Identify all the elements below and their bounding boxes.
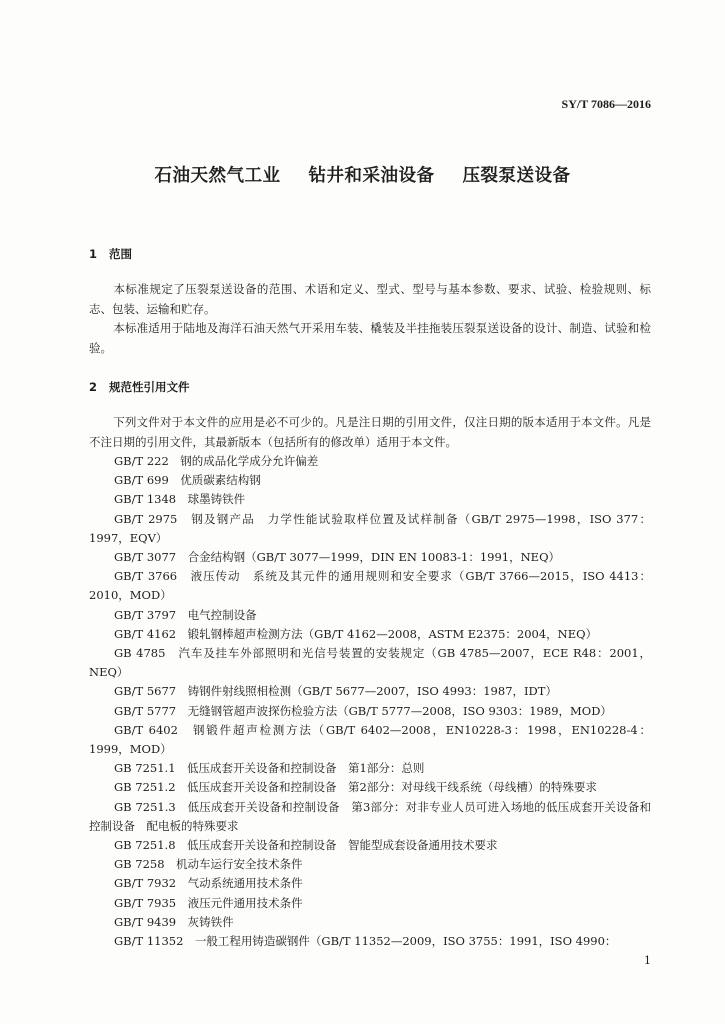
reference-item: GB/T 1348 球墨铸铁件 bbox=[114, 492, 246, 507]
standard-code: SY/T 7086—2016 bbox=[561, 97, 651, 111]
reference-item: GB/T 9439 灰铸铁件 bbox=[114, 914, 234, 929]
reference-item: GB/T 3077 合金结构钢（GB/T 3077—1999，DIN EN 10083-1：1991，NEQ） bbox=[114, 550, 561, 565]
title-part-2: 钻井和采油设备 bbox=[308, 166, 435, 186]
reference-item: GB/T 7932 气动系统通用技术条件 bbox=[114, 876, 303, 891]
reference-item: GB/T 11352 一般工程用铸造碳钢件（GB/T 11352—2009，ISO 3755：1991，ISO 4990： bbox=[114, 934, 617, 949]
paragraph bbox=[89, 280, 651, 319]
reference-item: GB/T 6402 钢锻件超声检测方法（GB/T 6402—2008，EN10228-3：1998，EN10228-4：1999，MOD） bbox=[89, 722, 651, 757]
reference-list bbox=[89, 452, 651, 951]
reference-item: GB/T 5677 铸钢件射线照相检测（GB/T 5677—2007，ISO 4993：1987，IDT） bbox=[114, 684, 557, 699]
reference-item: GB/T 3797 电气控制设备 bbox=[114, 607, 257, 622]
title-part-1: 石油天然气工业 bbox=[154, 166, 281, 186]
reference-item: GB 7251.2 低压成套开关设备和控制设备 第2部分：对母线干线系统（母线槽）的特殊要求 bbox=[114, 780, 597, 795]
section-number: 2 bbox=[89, 380, 98, 394]
paragraph-text: 本标准适用于陆地及海洋石油天然气开采用车装、橇装及半挂拖装压裂泵送设备的设计、制造、试验和检验。 bbox=[89, 321, 651, 355]
document-title bbox=[0, 162, 725, 187]
reference-item: GB/T 7935 液压元件通用技术条件 bbox=[114, 895, 303, 910]
reference-item: GB/T 2975 钢及钢产品 力学性能试验取样位置及试样制备（GB/T 2975—1998，ISO 377：1997，EQV） bbox=[89, 511, 651, 545]
page-number: 1 bbox=[644, 954, 651, 967]
reference-item: GB/T 5777 无缝钢管超声波探伤检验方法（GB/T 5777—2008，ISO 9303：1989，MOD） bbox=[114, 703, 612, 718]
reference-item: GB/T 222 钢的成品化学成分允许偏差 bbox=[114, 454, 319, 468]
paragraph bbox=[89, 319, 651, 358]
reference-item: GB 7251.8 低压成套开关设备和控制设备 智能型成套设备通用技术要求 bbox=[114, 838, 498, 853]
section-number: 1 bbox=[89, 247, 98, 261]
reference-item: GB 4785 汽车及挂车外部照明和光信号装置的安装规定（GB 4785—2007，ECE R48：2001，NEQ） bbox=[89, 646, 651, 680]
section-2-heading bbox=[89, 379, 190, 395]
reference-item: GB 7258 机动车运行安全技术条件 bbox=[114, 857, 303, 872]
paragraph-text: 下列文件对于本文件的应用是必不可少的。凡是注日期的引用文件，仅注日期的版本适用于本文件。凡是不注日期的引用文件，其最新版本（包括所有的修改单）适用于本文件。 bbox=[89, 415, 651, 449]
section-1-heading bbox=[89, 246, 132, 262]
title-part-3: 压裂泵送设备 bbox=[462, 166, 571, 186]
paragraph bbox=[89, 413, 651, 452]
paragraph-text: 本标准规定了压裂泵送设备的范围、术语和定义、型式、型号与基本参数、要求、试验、检验规则、标志、包装、运输和贮存。 bbox=[89, 282, 651, 316]
reference-item: GB/T 699 优质碳素结构钢 bbox=[114, 473, 261, 488]
reference-item: GB/T 4162 锻轧钢棒超声检测方法（GB/T 4162—2008，ASTM E2375：2004，NEQ） bbox=[114, 626, 598, 641]
section-title: 规范性引用文件 bbox=[109, 380, 190, 394]
reference-item: GB 7251.1 低压成套开关设备和控制设备 第1部分：总则 bbox=[114, 761, 425, 776]
reference-item: GB/T 3766 液压传动 系统及其元件的通用规则和安全要求（GB/T 3766—2015，ISO 4413：2010，MOD） bbox=[89, 569, 651, 603]
section-title: 范围 bbox=[109, 247, 132, 261]
reference-item: GB 7251.3 低压成套开关设备和控制设备 第3部分：对非专业人员可进入场地的低压成套开关设备和控制设备 配电板的特殊要求 bbox=[89, 799, 651, 833]
